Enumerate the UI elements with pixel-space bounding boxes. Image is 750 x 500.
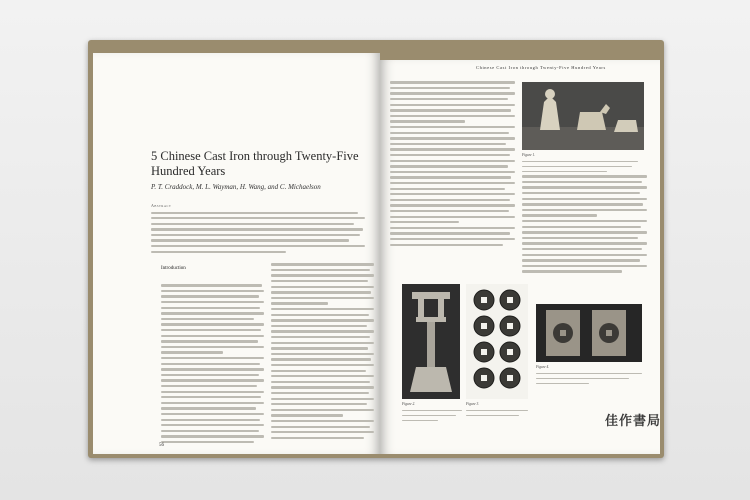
figure-3-label: Figure 3. <box>466 402 480 406</box>
publisher-seal: 佳作書局 <box>605 413 662 428</box>
right-column-2 <box>522 172 647 276</box>
figure-4-label: Figure 4. <box>536 365 550 369</box>
chapter-authors: P. T. Craddock, M. L. Wayman, H. Wang, and C. Michaelson <box>151 183 321 191</box>
figure-1-statues <box>522 82 644 150</box>
figure-1-photo <box>522 82 644 150</box>
left-page <box>93 53 380 454</box>
figure-3-photo <box>466 284 528 399</box>
figure-2-caption <box>402 402 462 425</box>
figure-4-molds <box>536 304 642 362</box>
right-column-1 <box>390 78 515 249</box>
figure-4-photo <box>536 304 642 362</box>
figure-4-caption <box>536 365 642 388</box>
figure-2-pillar <box>402 284 460 399</box>
left-column-2 <box>271 260 374 442</box>
figure-2-label: Figure 2. <box>402 402 416 406</box>
abstract-block <box>151 203 376 256</box>
figure-3-caption <box>466 402 528 420</box>
running-head: Chinese Cast Iron through Twenty-Five Hundred Years <box>476 65 606 70</box>
page-number: 56 <box>159 443 164 448</box>
chapter-title: 5 Chinese Cast Iron through Twenty-Five Hundred Years <box>151 149 359 178</box>
left-column-1 <box>161 281 264 447</box>
right-page <box>380 60 660 454</box>
figure-1-label: Figure 1. <box>522 153 536 157</box>
section-heading: Introduction <box>161 266 186 271</box>
figure-3-coins <box>466 284 528 399</box>
figure-2-photo <box>402 284 460 399</box>
abstract-label: Abstract <box>151 203 172 208</box>
